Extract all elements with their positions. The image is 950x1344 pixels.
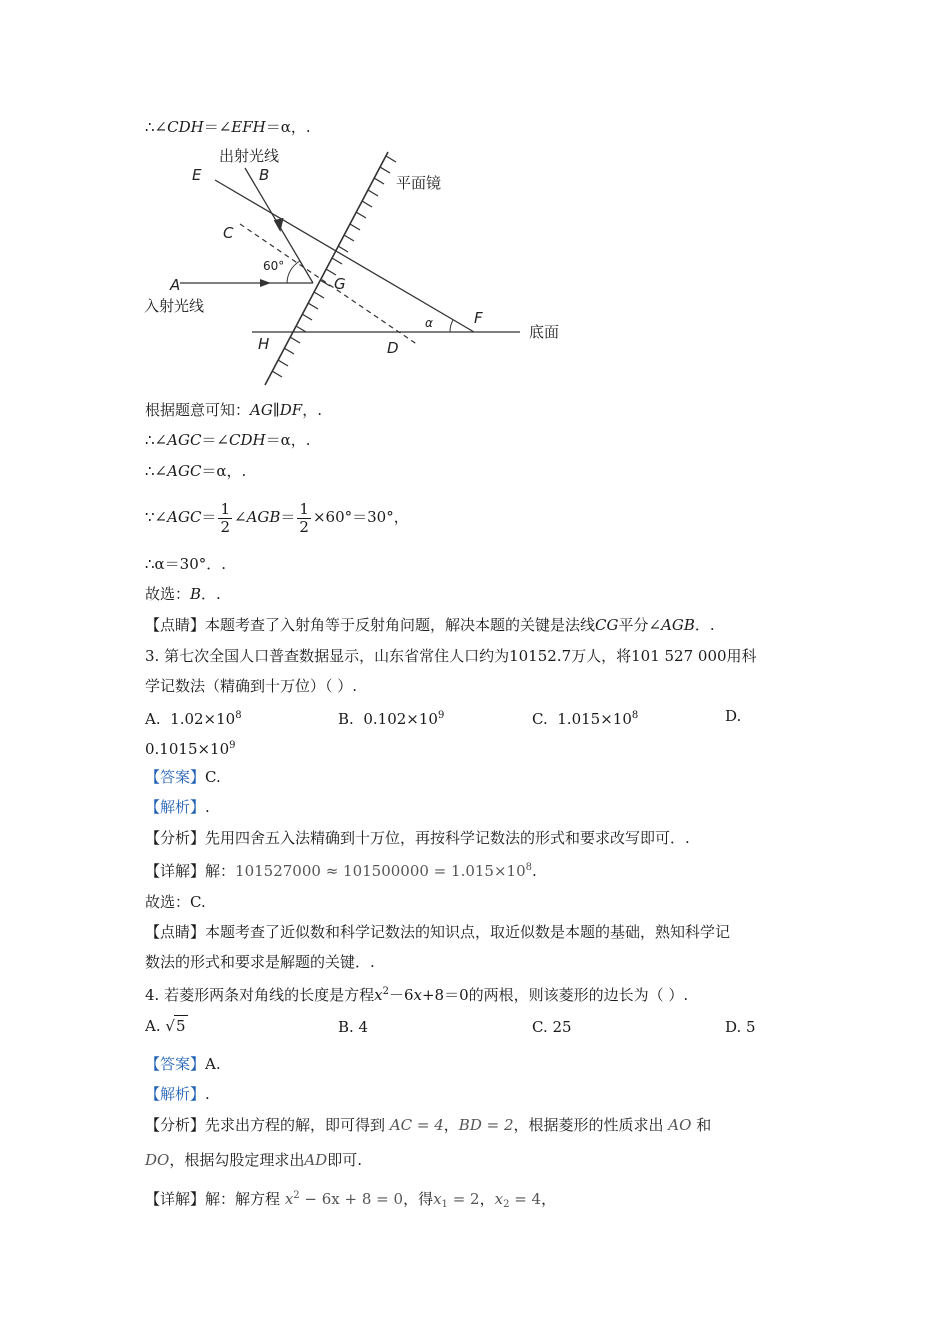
label-mirror: 平面镜 <box>396 174 442 192</box>
point-E: E <box>192 166 202 184</box>
line-agc-half: ∵∠AGC＝ $\frac{1}{2}$ ∠AGB＝ $\frac{1}{2}$ ×60°＝30°， <box>145 499 409 536</box>
line-agc-cdh: ∴∠AGC＝∠CDH＝α，. <box>145 431 311 449</box>
mirror-hatching <box>272 156 396 377</box>
q4-analysis: 【解析】. <box>145 1085 210 1103</box>
q3-note-2: 数法的形式和要求是解题的关键．. <box>145 953 375 971</box>
line-ef <box>215 180 474 332</box>
point-D: D <box>387 339 399 357</box>
q3-answer: 【答案】C. <box>145 768 221 786</box>
q3-choose: 故选：C. <box>145 893 206 911</box>
q3-option-c: C. $1.015\times 10^8$ <box>532 710 639 728</box>
label-base: 底面 <box>529 323 560 341</box>
label-out-ray: 出射光线 <box>219 147 280 165</box>
point-H: H <box>258 335 270 353</box>
alpha-arc <box>450 320 453 332</box>
q4-fenxi-2: DO，根据勾股定理求出AD即可. <box>145 1151 362 1169</box>
point-G: G <box>334 275 346 293</box>
q4-detail: 【详解】解：解方程 $x^2 - 6x + 8 = 0$，得$x_1 = 2$，$x_2 = 4$， <box>145 1190 557 1210</box>
q3-stem-1: 3. 第七次全国人口普查数据显示，山东省常住人口约为10152.7万人，将101 527 000用科 <box>145 647 757 665</box>
q3-note-1: 【点睛】本题考查了近似数和科学记数法的知识点，取近似数是本题的基础，熟知科学记 <box>145 923 731 941</box>
q4-option-a: A. √5 <box>145 1017 186 1035</box>
label-60: 60° <box>263 259 285 273</box>
q4-fenxi-1: 【分析】先求出方程的解，即可得到 AC = 4，BD = 2，根据菱形的性质求出 AO 和 <box>145 1116 712 1134</box>
note-line: 【点睛】本题考查了入射角等于反射角问题，解决本题的关键是法线CG平分∠AGB．. <box>145 616 715 634</box>
q4-option-c: C. 25 <box>532 1018 572 1036</box>
point-F: F <box>474 309 483 327</box>
fraction-half-2: $\frac{1}{2}$ <box>299 499 309 536</box>
sqrt-icon: √ <box>165 1017 175 1035</box>
point-B: B <box>259 166 270 184</box>
incident-arrow <box>260 279 271 287</box>
angle-60-arc <box>287 261 300 283</box>
q3-detail: 【详解】解：$101527000 \approx 101500000 = 1.015\times 10^8$. <box>145 862 537 880</box>
line-agc-alpha: ∴∠AGC＝α，. <box>145 462 247 480</box>
mirror-diagram <box>140 140 600 390</box>
label-alpha: α <box>425 316 433 330</box>
q4-answer: 【答案】A. <box>145 1055 221 1073</box>
point-C: C <box>223 224 234 242</box>
line-ag-parallel-df: 根据题意可知：AG∥DF，. <box>145 401 322 419</box>
q3-option-d-label: D. <box>725 707 742 725</box>
point-A: A <box>170 276 181 294</box>
q3-option-b: B. $0.102\times 10^9$ <box>338 710 445 728</box>
line-alpha-30: ∴α＝30°．. <box>145 555 227 573</box>
q3-fenxi: 【分析】先用四舍五入法精确到十万位，再按科学记数法的形式和要求改写即可．. <box>145 829 690 847</box>
q4-stem: 4. 若菱形两条对角线的长度是方程$x^2-6x+8=0$的两根，则该菱形的边长为（ ）. <box>145 986 689 1004</box>
q4-option-d: D. 5 <box>725 1018 756 1036</box>
q3-analysis: 【解析】. <box>145 798 210 816</box>
line-choose-b: 故选：B．. <box>145 585 221 603</box>
q3-option-a: A. $1.02\times 10^8$ <box>145 710 242 728</box>
reflected-arrow <box>274 218 285 233</box>
q3-stem-2: 学记数法（精确到十万位）（ ）. <box>145 677 358 695</box>
q4-option-b: B. 4 <box>338 1018 369 1036</box>
q3-option-d: $0.1015\times 10^9$ <box>145 740 236 758</box>
fraction-half-1: $\frac{1}{2}$ <box>220 499 230 536</box>
line-cdh-efh: ∴∠CDH＝∠EFH＝α，. <box>145 118 311 136</box>
label-in-ray: 入射光线 <box>144 297 205 315</box>
